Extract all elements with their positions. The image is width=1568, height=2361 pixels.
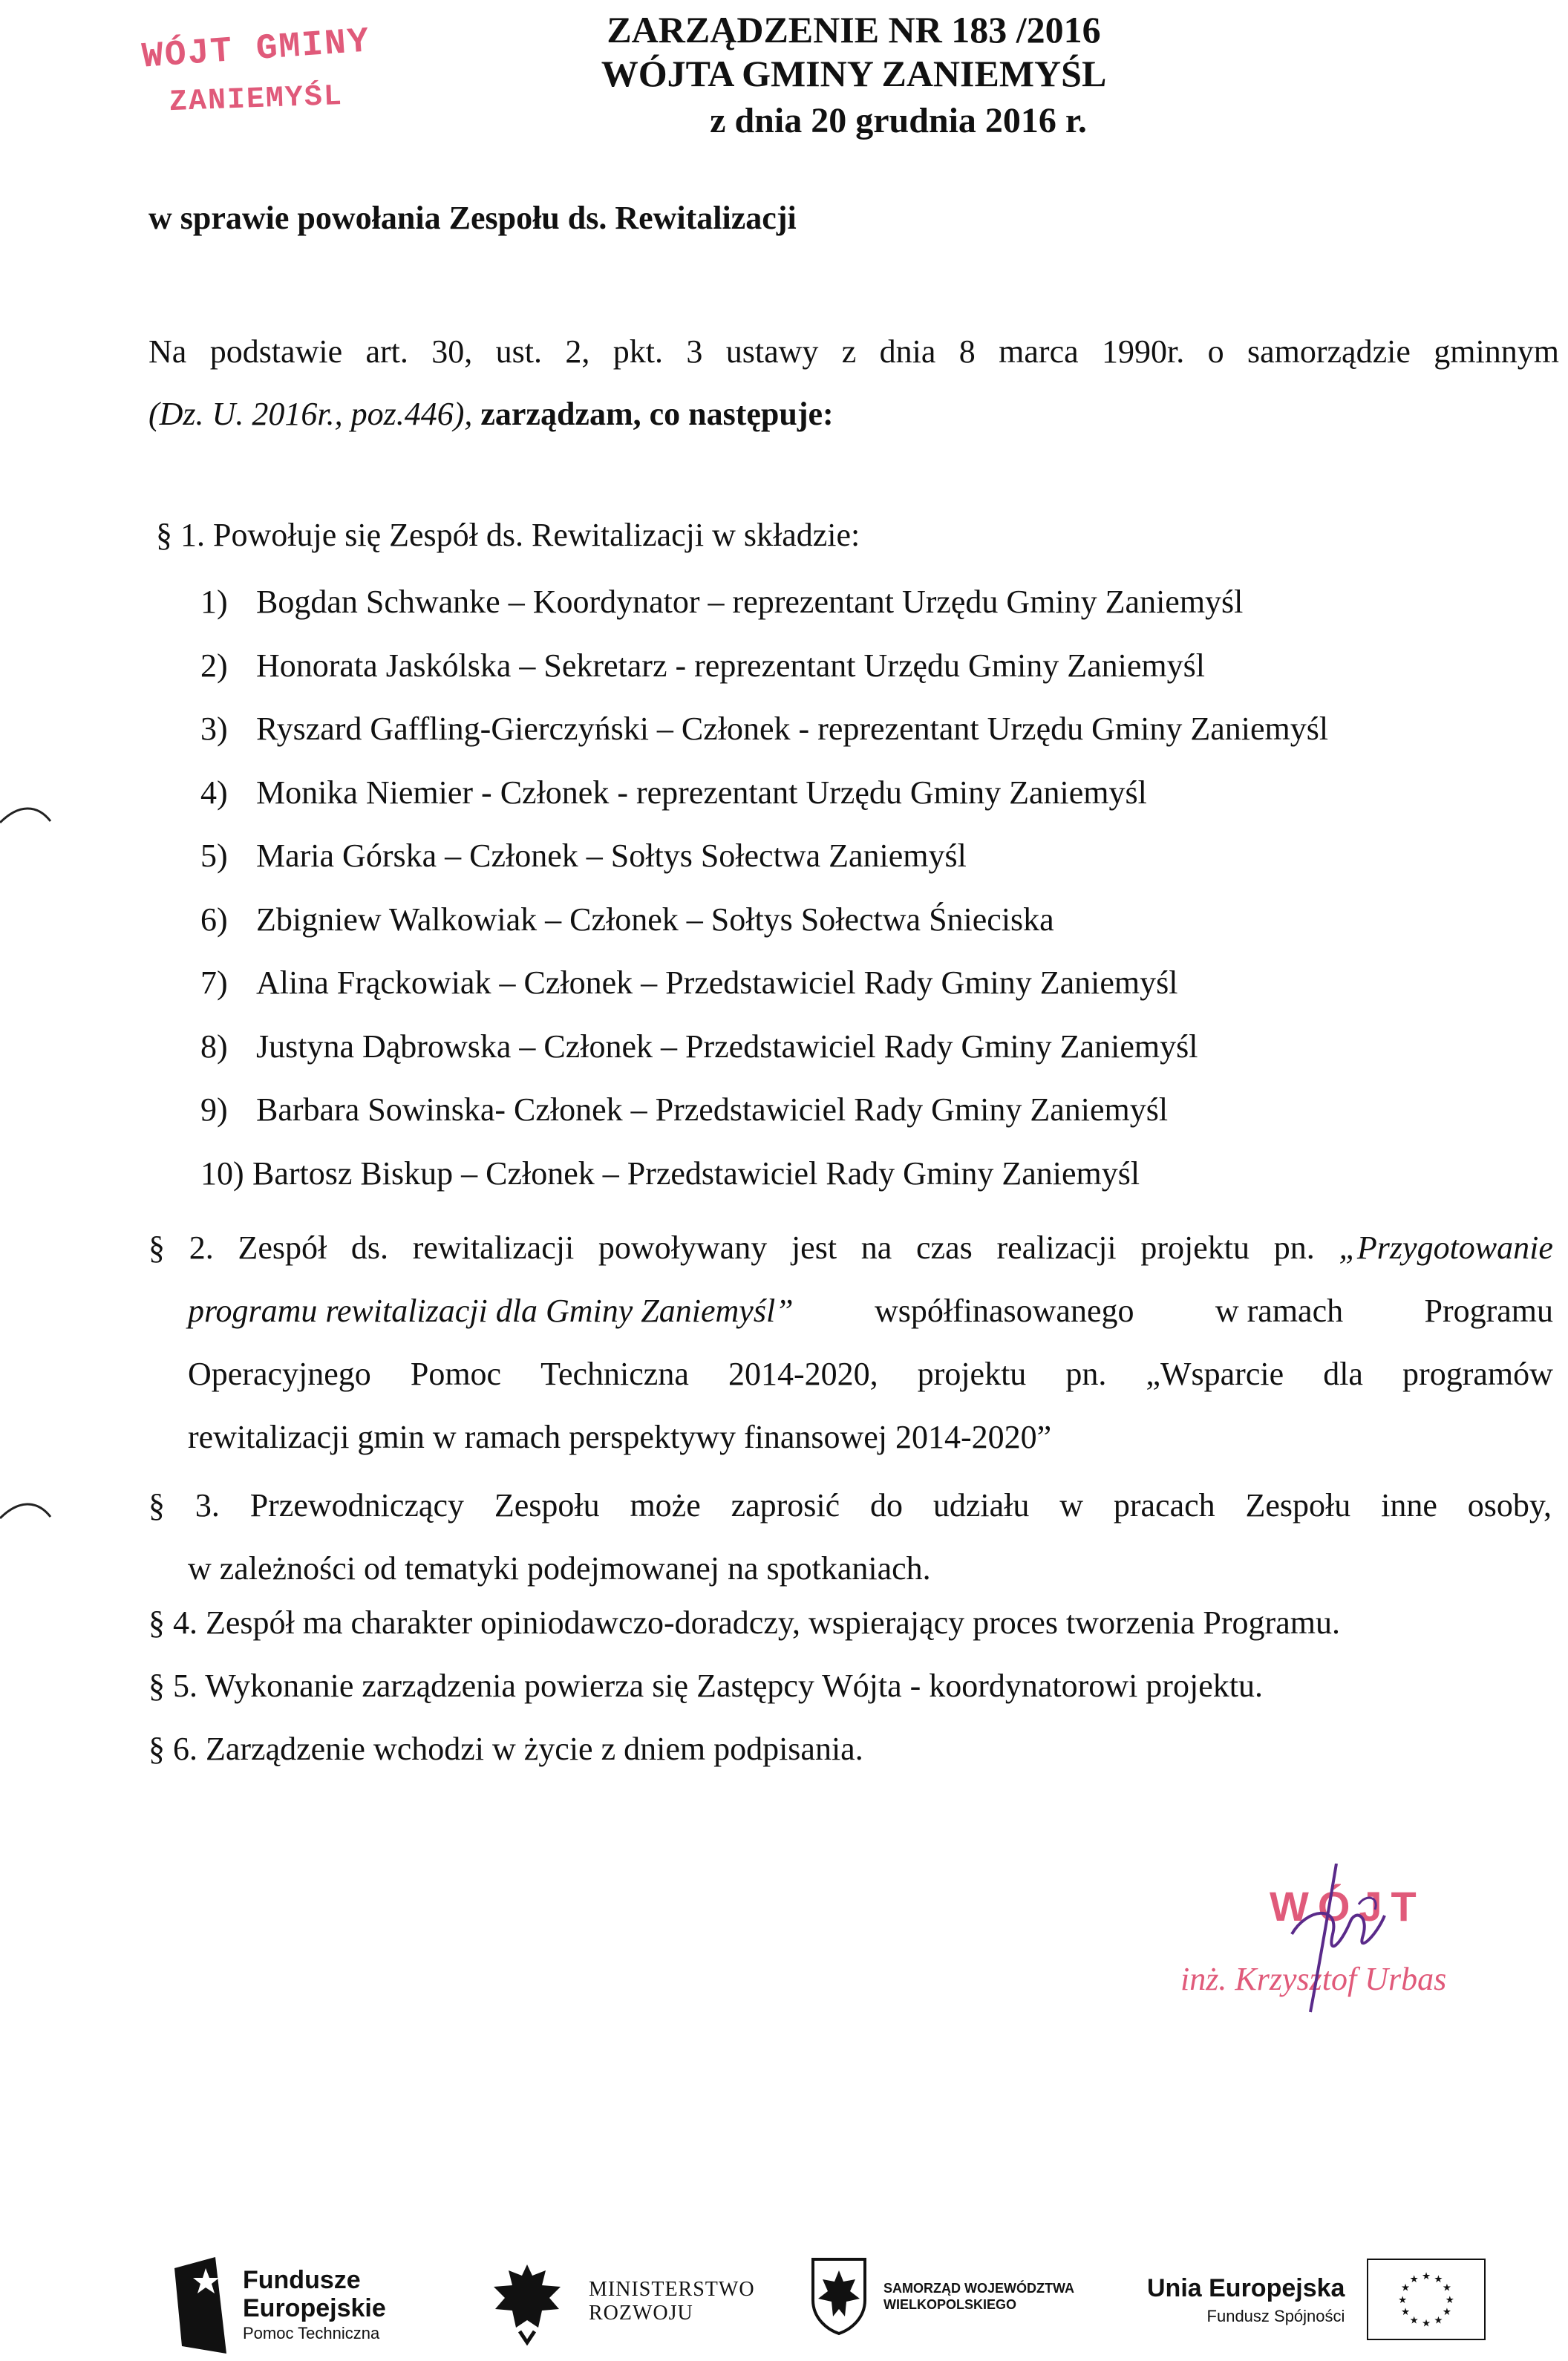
section-2-word: „Wsparcie bbox=[1146, 1356, 1284, 1392]
document-header bbox=[520, 7, 1188, 147]
section-2 bbox=[148, 1216, 1553, 1469]
list-item bbox=[200, 634, 1537, 698]
basis-word: pkt. bbox=[612, 333, 663, 370]
section-2-word: Pomoc bbox=[410, 1356, 502, 1392]
section-3-word: zaprosić bbox=[731, 1487, 840, 1524]
section-6: § 6. Zarządzenie wchodzi w życie z dniem podpisania. bbox=[148, 1731, 863, 1767]
section-2-word: w ramach bbox=[1215, 1293, 1344, 1329]
section-2-word: rewitalizacji bbox=[412, 1230, 575, 1266]
member-text: Bogdan Schwanke – Koordynator – reprezentant Urzędu Gminy Zaniemyśl bbox=[256, 584, 1244, 620]
section-2-word: § bbox=[148, 1230, 165, 1266]
member-number: 1) bbox=[200, 584, 228, 620]
basis-word: marca bbox=[999, 333, 1079, 370]
scan-edge-mark-icon bbox=[0, 800, 52, 830]
legal-citation: (Dz. U. 2016r., poz.446), bbox=[148, 396, 473, 432]
mr-line-2: ROZWOJU bbox=[589, 2302, 693, 2325]
section-2-word: Techniczna bbox=[540, 1356, 689, 1392]
project-title-cont: programu rewitalizacji dla Gminy Zaniemyśl” bbox=[188, 1293, 794, 1329]
svg-text:★: ★ bbox=[1434, 2314, 1443, 2327]
list-item bbox=[200, 951, 1537, 1015]
section-2-word: 2014-2020, bbox=[728, 1356, 878, 1392]
basis-word: samorządzie bbox=[1247, 333, 1411, 370]
basis-word: o bbox=[1207, 333, 1224, 370]
project-title-start: „Przygotowanie bbox=[1339, 1230, 1553, 1266]
section-2-word: dla bbox=[1323, 1356, 1363, 1392]
section-2-line-1 bbox=[148, 1216, 1553, 1279]
list-item bbox=[200, 1142, 1537, 1206]
section-3-line-1 bbox=[148, 1474, 1552, 1537]
basis-word: dnia bbox=[879, 333, 936, 370]
funding-logo-strip bbox=[0, 2242, 1568, 2361]
member-text: Monika Niemier - Członek - reprezentant Urzędu Gminy Zaniemyśl bbox=[256, 774, 1147, 811]
section-3-word: w bbox=[1059, 1487, 1084, 1524]
stamp-line-1: WÓJT GMINY bbox=[140, 22, 372, 78]
section-3-word: udziału bbox=[932, 1487, 1030, 1524]
section-2-word: na bbox=[860, 1230, 892, 1266]
basis-word: ustawy bbox=[725, 333, 819, 370]
member-number: 3) bbox=[200, 711, 228, 747]
scan-edge-mark-icon bbox=[0, 1496, 52, 1526]
member-text: Honorata Jaskólska – Sekretarz - reprezentant Urzędu Gminy Zaniemyśl bbox=[256, 647, 1205, 684]
signature-block bbox=[1180, 1864, 1522, 2019]
svg-text:★: ★ bbox=[1422, 2317, 1431, 2330]
section-1-intro: § 1. Powołuje się Zespół ds. Rewitalizacji w składzie: bbox=[156, 517, 860, 553]
member-text: Barbara Sowinska- Członek – Przedstawiciel Rady Gminy Zaniemyśl bbox=[256, 1091, 1169, 1128]
logo-ministerstwo-rozwoju bbox=[486, 2257, 755, 2346]
section-2-word: ds. bbox=[350, 1230, 389, 1266]
section-2-line-2 bbox=[148, 1279, 1553, 1342]
section-3-word: Zespołu bbox=[494, 1487, 600, 1524]
section-2-word: pn. bbox=[1273, 1230, 1315, 1266]
sw-line-2: WIELKOPOLSKIEGO bbox=[883, 2297, 1017, 2312]
basis-word: gminnym bbox=[1434, 333, 1559, 370]
ue-line-1: Unia Europejska bbox=[1147, 2274, 1345, 2302]
document-date: z dnia 20 grudnia 2016 r. bbox=[710, 101, 1087, 140]
member-number: 5) bbox=[200, 837, 228, 874]
member-text: Justyna Dąbrowska – Członek – Przedstawiciel Rady Gminy Zaniemyśl bbox=[256, 1028, 1198, 1065]
fe-line-2: Europejskie bbox=[243, 2294, 386, 2322]
document-subject: w sprawie powołania Zespołu ds. Rewitalizacji bbox=[148, 200, 797, 236]
section-3 bbox=[148, 1474, 1552, 1600]
mr-line-1: MINISTERSTWO bbox=[589, 2278, 755, 2301]
section-2-word: współfinasowanego bbox=[875, 1293, 1134, 1329]
handwritten-signature-icon bbox=[1180, 1864, 1522, 2019]
member-number: 9) bbox=[200, 1091, 228, 1128]
member-number: 8) bbox=[200, 1028, 228, 1065]
member-text: Alina Frąckowiak – Członek – Przedstawiciel Rady Gminy Zaniemyśl bbox=[256, 964, 1178, 1001]
section-2-word: czas bbox=[916, 1230, 973, 1266]
section-2-word: pn. bbox=[1065, 1356, 1107, 1392]
member-number: 4) bbox=[200, 774, 228, 811]
svg-text:★: ★ bbox=[1409, 2314, 1420, 2327]
basis-word: ust. bbox=[495, 333, 542, 370]
legal-basis-line-2 bbox=[148, 383, 1559, 445]
logo-unia-europejska bbox=[1147, 2259, 1486, 2340]
member-list bbox=[200, 570, 1537, 1205]
basis-word: art. bbox=[365, 333, 408, 370]
office-stamp bbox=[111, 22, 401, 120]
member-number: 7) bbox=[200, 964, 228, 1001]
list-item bbox=[200, 824, 1537, 888]
basis-word: 3 bbox=[686, 333, 703, 370]
sw-line-1: SAMORZĄD WOJEWÓDZTWA bbox=[883, 2281, 1074, 2296]
section-3-word: Przewodniczący bbox=[249, 1487, 464, 1524]
ue-line-2: Fundusz Spójności bbox=[1206, 2307, 1345, 2325]
member-text: Maria Górska – Członek – Sołtys Sołectwa Zaniemyśl bbox=[256, 837, 967, 874]
list-item bbox=[200, 888, 1537, 952]
section-3-word: pracach bbox=[1113, 1487, 1215, 1524]
svg-text:★: ★ bbox=[1401, 2306, 1411, 2319]
section-2-word: 2. bbox=[189, 1230, 214, 1266]
section-3-word: może bbox=[630, 1487, 701, 1524]
svg-text:★: ★ bbox=[1446, 2293, 1455, 2306]
document-title: ZARZĄDZENIE NR 183 /2016 bbox=[607, 9, 1101, 50]
section-2-word: jest bbox=[791, 1230, 837, 1266]
logo-fundusze-europejskie bbox=[174, 2257, 386, 2354]
section-3-word: do bbox=[870, 1487, 904, 1524]
svg-text:★: ★ bbox=[1443, 2306, 1452, 2319]
section-3-word: Zespołu bbox=[1245, 1487, 1351, 1524]
section-2-word: programów bbox=[1402, 1356, 1553, 1392]
svg-text:★: ★ bbox=[1401, 2282, 1411, 2294]
svg-text:★: ★ bbox=[1443, 2282, 1452, 2294]
section-2-word: projektu bbox=[917, 1356, 1027, 1392]
basis-word: Na bbox=[148, 333, 187, 370]
member-number: 10) bbox=[200, 1155, 244, 1192]
section-2-word: powoływany bbox=[598, 1230, 768, 1266]
signature-title: WÓJT bbox=[1270, 1883, 1425, 1930]
basis-word: 1990r. bbox=[1102, 333, 1185, 370]
section-3-word: 3. bbox=[195, 1487, 220, 1524]
eu-flag-icon bbox=[1367, 2259, 1486, 2340]
section-2-word: Programu bbox=[1424, 1293, 1553, 1329]
shield-emblem-icon bbox=[809, 2256, 869, 2337]
section-4: § 4. Zespół ma charakter opiniodawczo-doradczy, wspierający proces tworzenia Programu. bbox=[148, 1604, 1340, 1641]
section-2-word: Operacyjnego bbox=[188, 1356, 371, 1392]
list-item bbox=[200, 1015, 1537, 1079]
eagle-emblem-icon bbox=[486, 2257, 568, 2346]
list-item bbox=[200, 761, 1537, 825]
svg-text:★: ★ bbox=[1434, 2273, 1443, 2285]
fe-flag-icon bbox=[174, 2257, 226, 2354]
basis-word: 8 bbox=[958, 333, 976, 370]
decree-phrase: zarządzam, co następuje: bbox=[480, 396, 834, 432]
basis-word: z bbox=[841, 333, 857, 370]
logo-samorzad-wojewodztwa bbox=[809, 2256, 1074, 2337]
section-3-word: inne bbox=[1381, 1487, 1437, 1524]
stamp-line-2: ZANIEMYŚL bbox=[169, 79, 344, 120]
member-number: 6) bbox=[200, 901, 228, 938]
section-2-word: projektu bbox=[1140, 1230, 1250, 1266]
fe-line-3: Pomoc Techniczna bbox=[243, 2324, 380, 2342]
list-item bbox=[200, 1078, 1537, 1142]
section-2-word: realizacji bbox=[996, 1230, 1117, 1266]
legal-basis bbox=[148, 321, 1559, 445]
section-2-word: Zespół bbox=[238, 1230, 327, 1266]
member-text: Ryszard Gaffling-Gierczyński – Członek - reprezentant Urzędu Gminy Zaniemyśl bbox=[256, 711, 1329, 747]
section-2-line-3 bbox=[148, 1342, 1553, 1405]
section-2-line-4: rewitalizacji gmin w ramach perspektywy finansowej 2014-2020” bbox=[188, 1419, 1052, 1455]
issuer-title: WÓJTA GMINY ZANIEMYŚL bbox=[601, 53, 1107, 94]
list-item bbox=[200, 570, 1537, 634]
member-text: Bartosz Biskup – Członek – Przedstawiciel Rady Gminy Zaniemyśl bbox=[252, 1155, 1140, 1192]
section-3-word: osoby, bbox=[1467, 1487, 1552, 1524]
basis-word: 2, bbox=[565, 333, 590, 370]
section-3-line-2: w zależności od tematyki podejmowanej na spotkaniach. bbox=[188, 1550, 931, 1587]
svg-text:★: ★ bbox=[1409, 2273, 1420, 2285]
fe-line-1: Fundusze bbox=[243, 2266, 361, 2294]
basis-word: podstawie bbox=[209, 333, 343, 370]
svg-text:★: ★ bbox=[1422, 2270, 1431, 2283]
section-5: § 5. Wykonanie zarządzenia powierza się Zastępcy Wójta - koordynatorowi projektu. bbox=[148, 1668, 1263, 1704]
section-3-word: § bbox=[148, 1487, 165, 1524]
legal-basis-line-1 bbox=[148, 321, 1559, 383]
signature-name: inż. Krzysztof Urbas bbox=[1180, 1961, 1447, 1997]
basis-word: 30, bbox=[431, 333, 473, 370]
member-text: Zbigniew Walkowiak – Członek – Sołtys Sołectwa Śnieciska bbox=[256, 901, 1054, 938]
svg-text:★: ★ bbox=[1398, 2293, 1408, 2306]
member-number: 2) bbox=[200, 647, 228, 684]
list-item bbox=[200, 697, 1537, 761]
